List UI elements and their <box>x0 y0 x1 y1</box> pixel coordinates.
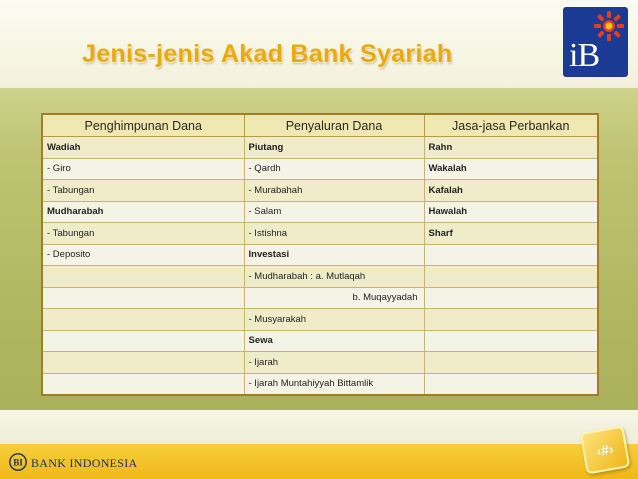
table-cell <box>424 352 598 374</box>
table-row <box>42 266 598 288</box>
logo-text: iB <box>569 37 600 74</box>
table-cell <box>244 287 424 309</box>
table-cell <box>42 373 244 395</box>
table-cell <box>424 287 598 309</box>
table-cell <box>42 352 244 374</box>
footer-brand: BANK INDONESIA <box>31 456 138 470</box>
table-row <box>42 330 598 352</box>
table-cell: - Musyarakah <box>244 309 424 331</box>
table-cell: - Giro <box>42 158 244 180</box>
table-cell: - Istishna <box>244 223 424 245</box>
table-cell <box>42 266 244 288</box>
table-row <box>42 309 598 331</box>
table-row <box>42 137 598 159</box>
table-cell: Rahn <box>424 137 598 159</box>
table-row <box>42 244 598 266</box>
table-cell <box>424 373 598 395</box>
table-cell: Mudharabah <box>42 201 244 223</box>
table-cell: - Tabungan <box>42 180 244 202</box>
table-cell: - Tabungan <box>42 223 244 245</box>
table-cell: Piutang <box>244 137 424 159</box>
header-jasa: Jasa-jasa Perbankan <box>424 114 598 137</box>
table-row <box>42 201 598 223</box>
table-cell: - Murabahah <box>244 180 424 202</box>
table-cell: - Salam <box>244 201 424 223</box>
table-cell: - Mudharabah : a. Mutlaqah <box>244 266 424 288</box>
table-cell <box>424 330 598 352</box>
table-cell <box>42 309 244 331</box>
table-row <box>42 287 598 309</box>
table-cell: - Ijarah <box>244 352 424 374</box>
slide-title: Jenis-jenis Akad Bank Syariah <box>82 40 453 68</box>
akad-table <box>41 113 599 396</box>
table-row <box>42 180 598 202</box>
ib-logo <box>563 7 628 77</box>
header-penyaluran: Penyaluran Dana <box>244 114 424 137</box>
table-cell <box>42 330 244 352</box>
table-cell <box>424 244 598 266</box>
svg-text:BI: BI <box>13 457 23 468</box>
table-row <box>42 373 598 395</box>
table-cell: - Deposito <box>42 244 244 266</box>
table-row <box>42 158 598 180</box>
table-cell-text: b. Muqayyadah <box>352 292 418 304</box>
table-row <box>42 352 598 374</box>
table-cell <box>424 309 598 331</box>
table-cell: Investasi <box>244 244 424 266</box>
table-cell: Sharf <box>424 223 598 245</box>
table-cell <box>42 287 244 309</box>
bank-indonesia-logo-icon <box>9 453 27 471</box>
table-cell: Sewa <box>244 330 424 352</box>
table-cell: - Ijarah Muntahiyyah Bittamlik <box>244 373 424 395</box>
table-row <box>42 223 598 245</box>
slide-number-badge: ‹#› <box>580 425 631 474</box>
table-header-row <box>42 114 598 137</box>
table-cell: Wadiah <box>42 137 244 159</box>
table-cell <box>424 266 598 288</box>
header-penghimpunan: Penghimpunan Dana <box>42 114 244 137</box>
table-cell: - Qardh <box>244 158 424 180</box>
lower-band <box>0 410 638 444</box>
table-cell: Wakalah <box>424 158 598 180</box>
table-cell: Kafalah <box>424 180 598 202</box>
table-cell: Hawalah <box>424 201 598 223</box>
